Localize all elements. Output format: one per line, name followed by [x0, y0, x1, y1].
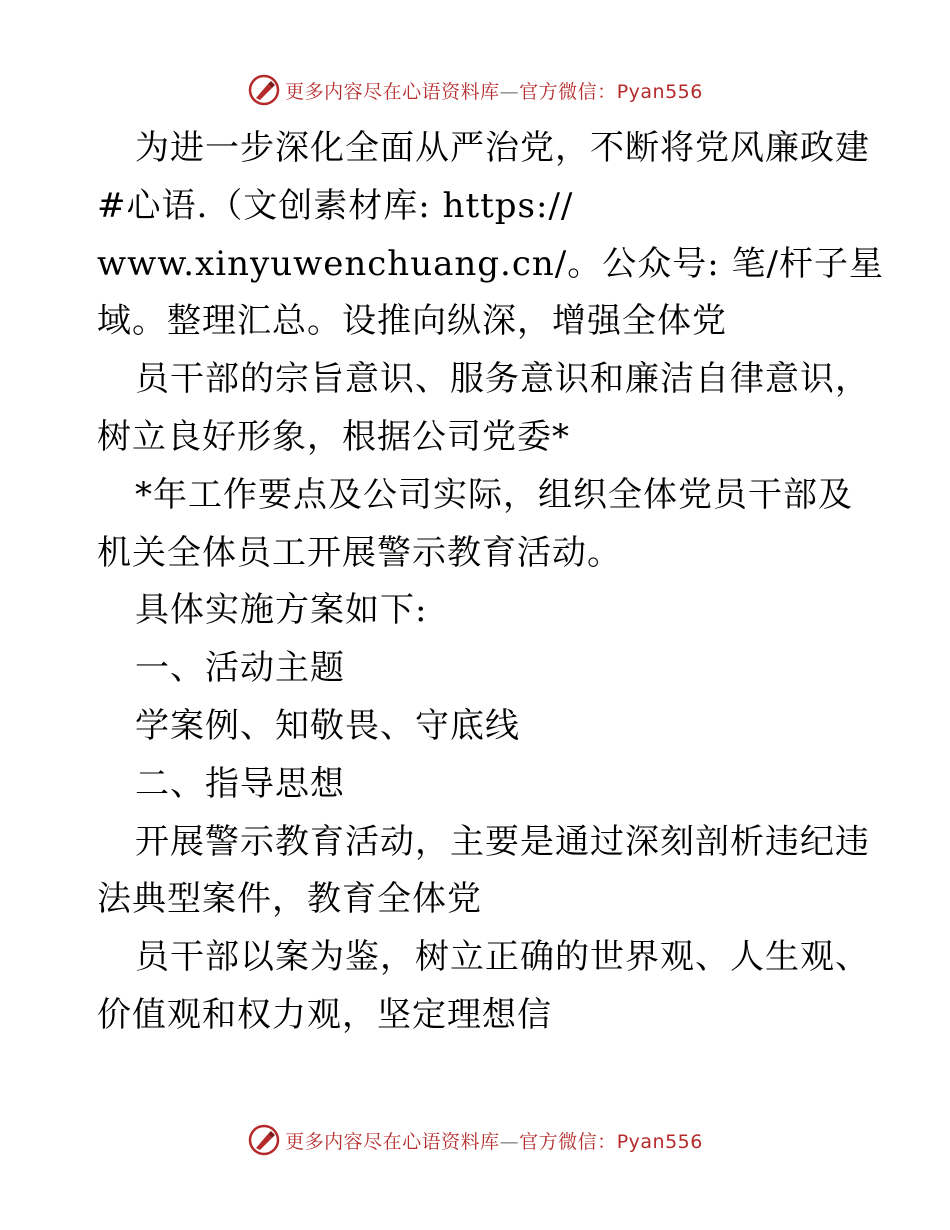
section-heading: 二、指导思想 — [135, 763, 345, 804]
text-line: 为进一步深化全面从严治党，不断将党风廉政建 — [135, 128, 870, 168]
banner-wechat-id: Pyan556 — [616, 80, 703, 103]
document-body — [97, 120, 884, 1045]
header-banner — [0, 70, 950, 110]
text-line: 树立良好形象，根据公司党委* — [97, 416, 570, 457]
banner-wechat-label: 官方微信： — [519, 1130, 617, 1153]
text-line: 法典型案件，教育全体党 — [97, 879, 482, 920]
banner-text — [285, 1127, 703, 1154]
banner-text — [285, 77, 703, 104]
text-line: 机关全体员工开展警示教育活动。 — [97, 532, 622, 573]
banner-dash: — — [499, 80, 520, 103]
footer-banner — [0, 1120, 950, 1160]
pen-logo-icon — [247, 73, 281, 107]
section-heading: 一、活动主题 — [135, 648, 345, 689]
pen-logo-icon — [247, 1123, 281, 1157]
text-line: 开展警示教育活动，主要是通过深刻剖析违纪违 — [135, 821, 870, 862]
banner-dash: — — [499, 1130, 520, 1153]
text-line: 域。整理汇总。设推向纵深，增强全体党 — [97, 301, 727, 342]
text-line: 学案例、知敬畏、守底线 — [135, 705, 520, 746]
text-line: 价值观和权力观，坚定理想信 — [97, 994, 552, 1035]
banner-wechat-id: Pyan556 — [616, 1130, 703, 1153]
banner-main-text: 更多内容尽在心语资料库 — [285, 1130, 500, 1153]
banner-main-text: 更多内容尽在心语资料库 — [285, 80, 500, 103]
text-line: 员干部以案为鉴，树立正确的世界观、人生观、 — [135, 937, 870, 978]
text-line: *年工作要点及公司实际，组织全体党员干部及 — [135, 474, 853, 515]
text-line: 具体实施方案如下: — [135, 590, 428, 631]
text-line: www.xinyuwenchuang.cn/。公众号: 笔/杆子星 — [97, 243, 884, 284]
text-line: #心语.（文创素材库: https:// — [97, 185, 574, 226]
text-line: 员干部的宗旨意识、服务意识和廉洁自律意识， — [135, 359, 870, 400]
banner-wechat-label: 官方微信： — [519, 80, 617, 103]
